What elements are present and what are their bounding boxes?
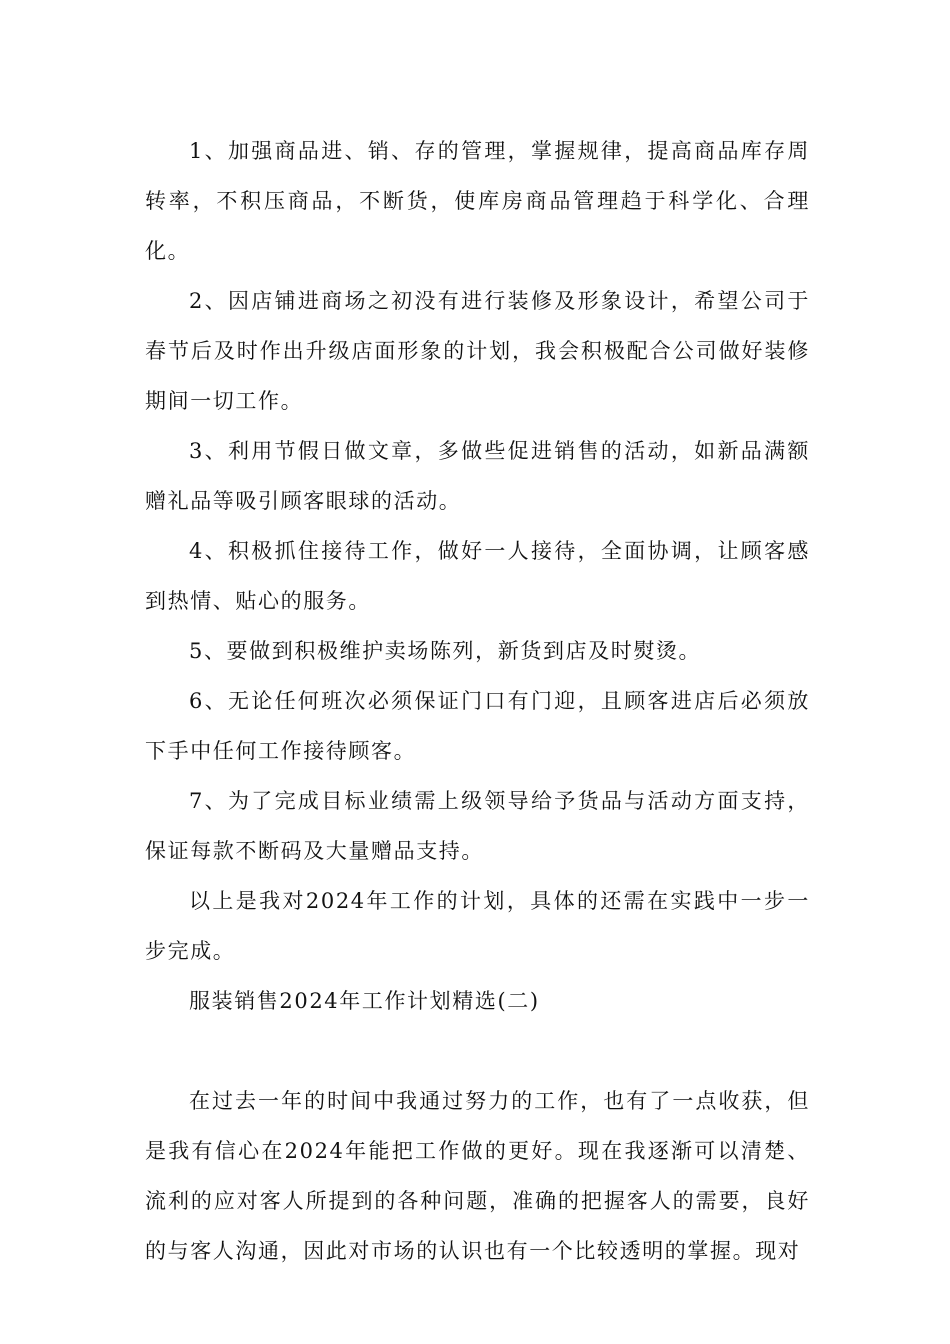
- intro-paragraph: 在过去一年的时间中我通过努力的工作，也有了一点收获，但是我有信心在2024年能把工作做的更好。现在我逐渐可以清楚、流利的应对客人所提到的各种问题，准确的把握客人的需要，良好的与客人沟通，因此对市场的认识也有一个比较透明的掌握。现对: [145, 1089, 810, 1263]
- section-title: 服装销售2024年工作计划精选(二): [189, 989, 540, 1013]
- blank-line: [145, 1026, 810, 1076]
- document-body: [145, 126, 810, 1276]
- plan-item-6: 6、无论任何班次必须保证门口有门迎，且顾客进店后必须放下手中任何工作接待顾客。: [145, 689, 810, 763]
- closing-paragraph: 以上是我对2024年工作的计划，具体的还需在实践中一步一步完成。: [145, 889, 810, 963]
- plan-item-4: 4、积极抓住接待工作，做好一人接待，全面协调，让顾客感到热情、贴心的服务。: [145, 539, 810, 613]
- plan-item-2: 2、因店铺进商场之初没有进行装修及形象设计，希望公司于春节后及时作出升级店面形象的计划，我会积极配合公司做好装修期间一切工作。: [145, 289, 810, 413]
- plan-item-1: 1、加强商品进、销、存的管理，掌握规律，提高商品库存周转率，不积压商品，不断货，使库房商品管理趋于科学化、合理化。: [145, 139, 810, 263]
- plan-item-5: 5、要做到积极维护卖场陈列，新货到店及时熨烫。: [189, 639, 702, 663]
- plan-item-7: 7、为了完成目标业绩需上级领导给予货品与活动方面支持，保证每款不断码及大量赠品支持。: [145, 789, 810, 863]
- plan-item-3: 3、利用节假日做文章，多做些促进销售的活动，如新品满额赠礼品等吸引顾客眼球的活动。: [145, 439, 810, 513]
